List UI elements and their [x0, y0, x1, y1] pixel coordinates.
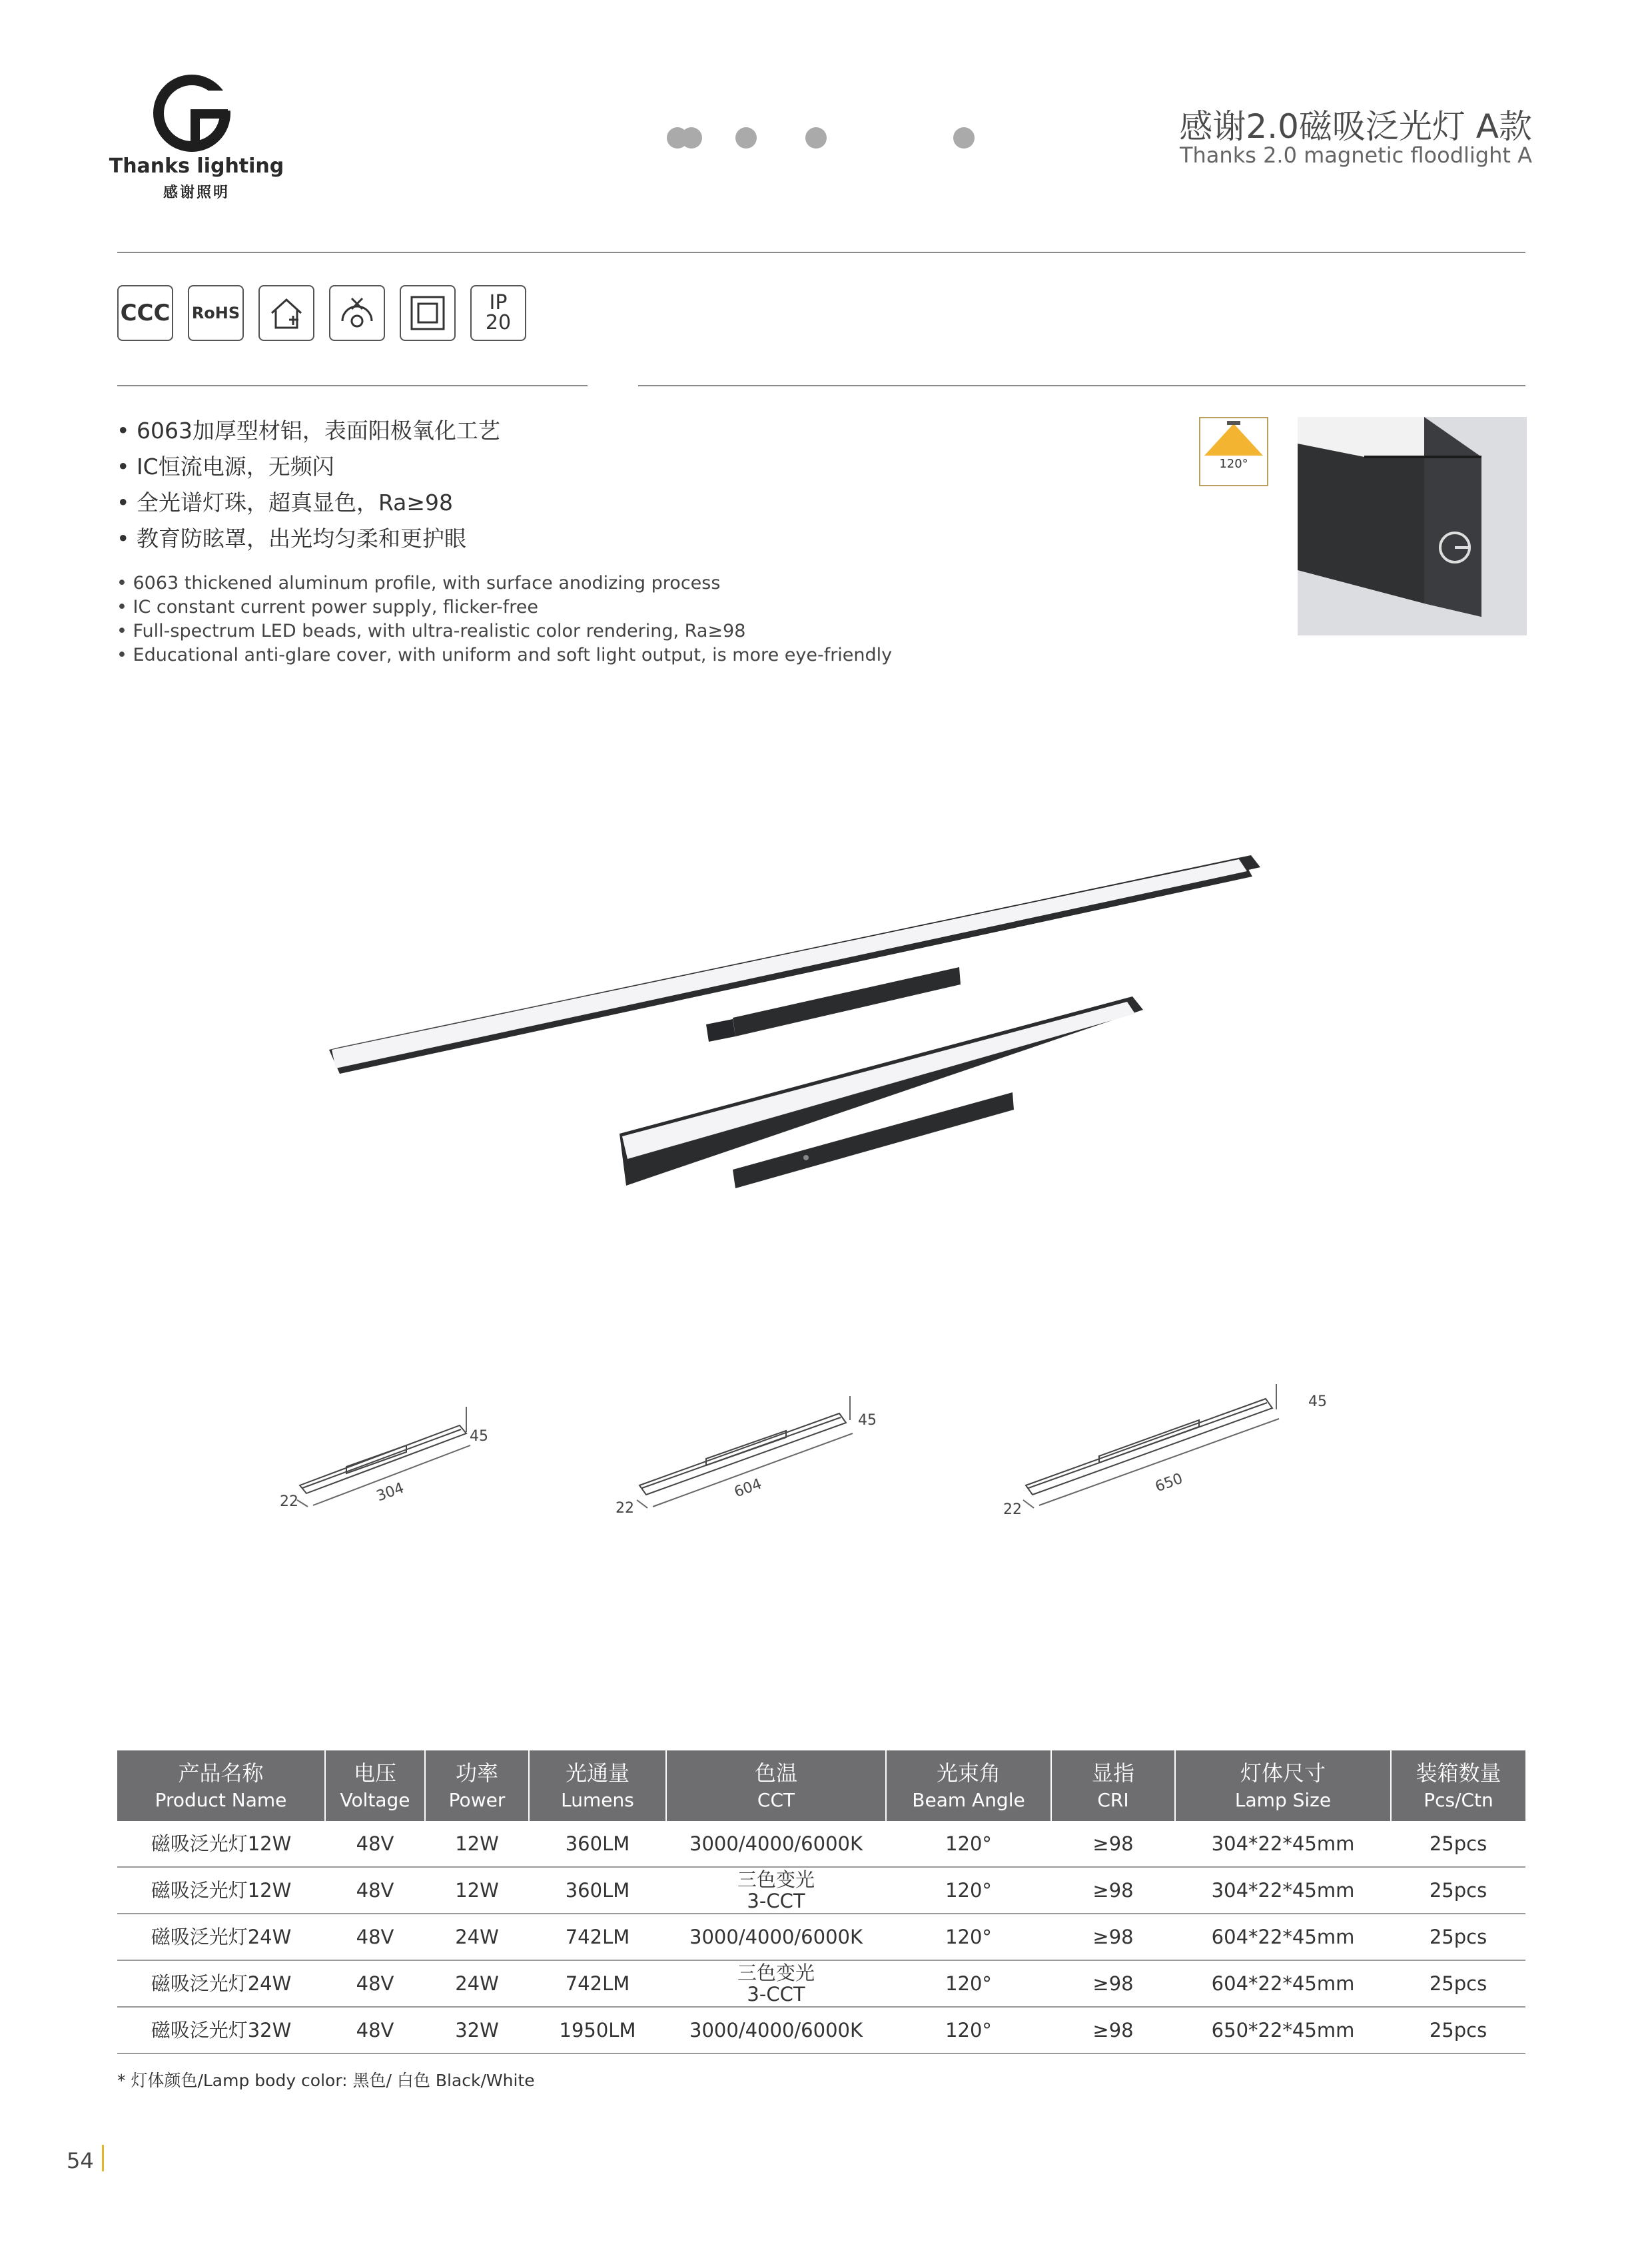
- table-cell: 604*22*45mm: [1175, 1914, 1391, 1960]
- column-header: 光束角 Beam Angle: [886, 1750, 1051, 1821]
- table-cell: 25pcs: [1391, 1867, 1525, 1914]
- table-cell: ≥98: [1051, 1914, 1175, 1960]
- column-header: 装箱数量 Pcs/Ctn: [1391, 1750, 1525, 1821]
- dimension-height-2: 45: [858, 1412, 877, 1429]
- decorative-dots: [666, 127, 979, 149]
- column-header: 功率 Power: [425, 1750, 529, 1821]
- dimension-length-2: 604: [731, 1475, 765, 1501]
- dimension-width-2: 22: [616, 1500, 634, 1517]
- column-header: 电压 Voltage: [325, 1750, 425, 1821]
- dimension-length-3: 650: [1152, 1470, 1186, 1496]
- spec-table: [117, 1750, 1525, 2054]
- page-number-accent: [102, 2145, 104, 2171]
- table-cell: ≥98: [1051, 1960, 1175, 2007]
- list-item: • IC恒流电源，无频闪: [117, 454, 334, 480]
- table-cell: 1950LM: [529, 2007, 666, 2054]
- table-cell: 742LM: [529, 1914, 666, 1960]
- table-cell: 25pcs: [1391, 1914, 1525, 1960]
- dimension-drawing-3: [999, 1372, 1306, 1519]
- brand-logo-icon: [153, 75, 233, 155]
- product-photo: [1298, 417, 1527, 635]
- section-divider-left: [117, 385, 588, 386]
- table-cell: 25pcs: [1391, 2007, 1525, 2054]
- table-cell: 360LM: [529, 1821, 666, 1867]
- list-item: • IC constant current power supply, flicker-free: [117, 597, 538, 617]
- dimension-drawing-2: [613, 1385, 879, 1519]
- ip20-rating-icon: IP 20: [470, 285, 526, 341]
- header-divider: [117, 252, 1525, 253]
- table-cell: 120°: [886, 1960, 1051, 2007]
- table-cell: 120°: [886, 1867, 1051, 1914]
- column-header: 光通量 Lumens: [529, 1750, 666, 1821]
- table-cell: 742LM: [529, 1960, 666, 2007]
- list-item: • Full-spectrum LED beads, with ultra-realistic color rendering, Ra≥98: [117, 621, 746, 641]
- table-header-row: [117, 1750, 1525, 1821]
- table-cell: 25pcs: [1391, 1821, 1525, 1867]
- table-cell: 48V: [325, 1867, 425, 1914]
- table-cell: 3000/4000/6000K: [666, 1914, 886, 1960]
- no-flicker-icon: [329, 285, 385, 341]
- long-light-bar: [329, 855, 1260, 1074]
- dimension-height-3: 45: [1308, 1393, 1327, 1410]
- table-cell: 304*22*45mm: [1175, 1867, 1391, 1914]
- list-item: • 6063加厚型材铝，表面阳极氧化工艺: [117, 418, 500, 444]
- table-cell: 120°: [886, 2007, 1051, 2054]
- product-render: [320, 839, 1279, 1199]
- table-cell: 磁吸泛光灯12W: [117, 1821, 325, 1867]
- table-row: [117, 1914, 1525, 1960]
- table-cell: 三色变光 3-CCT: [666, 1960, 886, 2007]
- table-row: [117, 1960, 1525, 2007]
- footnote: * 灯体颜色/Lamp body color: 黑色/ 白色 Black/White: [117, 2071, 535, 2090]
- table-cell: 32W: [425, 2007, 529, 2054]
- list-item: • 教育防眩罩，出光均匀柔和更护眼: [117, 526, 466, 552]
- section-divider-right: [638, 385, 1525, 386]
- table-row: [117, 1867, 1525, 1914]
- features-cn-list: [117, 413, 500, 557]
- dimension-length-1: 304: [374, 1479, 407, 1505]
- list-item: • 6063 thickened aluminum profile, with surface anodizing process: [117, 573, 721, 593]
- table-cell: 650*22*45mm: [1175, 2007, 1391, 2054]
- list-item: • Educational anti-glare cover, with uniform and soft light output, is more eye-friendly: [117, 645, 893, 665]
- page-number: 54: [67, 2148, 94, 2173]
- beam-angle-label: 120°: [1219, 457, 1248, 471]
- table-row: [117, 1821, 1525, 1867]
- table-cell: 24W: [425, 1960, 529, 2007]
- table-cell: 3000/4000/6000K: [666, 2007, 886, 2054]
- table-row: [117, 2007, 1525, 2054]
- table-cell: 磁吸泛光灯12W: [117, 1867, 325, 1914]
- brand-name: Thanks lighting: [109, 155, 284, 178]
- table-cell: 304*22*45mm: [1175, 1821, 1391, 1867]
- column-header: 产品名称 Product Name: [117, 1750, 325, 1821]
- table-cell: 48V: [325, 1914, 425, 1960]
- dimension-width-3: 22: [1003, 1501, 1022, 1518]
- column-header: 色温 CCT: [666, 1750, 886, 1821]
- brand-name-cn: 感谢照明: [163, 185, 230, 201]
- table-cell: 24W: [425, 1914, 529, 1960]
- dimension-width-1: 22: [280, 1493, 298, 1510]
- table-cell: ≥98: [1051, 2007, 1175, 2054]
- ccc-cert-icon: CCC: [117, 285, 173, 341]
- table-cell: 120°: [886, 1914, 1051, 1960]
- column-header: 显指 CRI: [1051, 1750, 1175, 1821]
- indoor-use-icon: [258, 285, 314, 341]
- table-cell: 12W: [425, 1821, 529, 1867]
- dimension-height-1: 45: [470, 1428, 488, 1445]
- table-cell: ≥98: [1051, 1821, 1175, 1867]
- list-item: • 全光谱灯珠，超真显色，Ra≥98: [117, 490, 454, 516]
- table-cell: 三色变光 3-CCT: [666, 1867, 886, 1914]
- rohs-cert-icon: RoHS: [188, 285, 244, 341]
- features-en-list: [117, 571, 892, 667]
- table-cell: 604*22*45mm: [1175, 1960, 1391, 2007]
- short-light-bar: [620, 996, 1143, 1188]
- table-cell: 120°: [886, 1821, 1051, 1867]
- table-cell: 磁吸泛光灯24W: [117, 1914, 325, 1960]
- table-cell: 磁吸泛光灯32W: [117, 2007, 325, 2054]
- column-header: 灯体尺寸 Lamp Size: [1175, 1750, 1391, 1821]
- product-title-cn: 感谢2.0磁吸泛光灯 A款: [1179, 107, 1532, 146]
- class-ii-icon: [400, 285, 456, 341]
- table-cell: 25pcs: [1391, 1960, 1525, 2007]
- table-cell: 360LM: [529, 1867, 666, 1914]
- table-cell: 48V: [325, 1821, 425, 1867]
- table-cell: 磁吸泛光灯24W: [117, 1960, 325, 2007]
- beam-angle-badge: [1199, 417, 1268, 486]
- table-cell: 3000/4000/6000K: [666, 1821, 886, 1867]
- product-title-en: Thanks 2.0 magnetic floodlight A: [1179, 143, 1532, 168]
- table-cell: 48V: [325, 2007, 425, 2054]
- table-cell: 48V: [325, 1960, 425, 2007]
- table-cell: 12W: [425, 1867, 529, 1914]
- table-cell: ≥98: [1051, 1867, 1175, 1914]
- dimension-drawing-1: [273, 1399, 513, 1519]
